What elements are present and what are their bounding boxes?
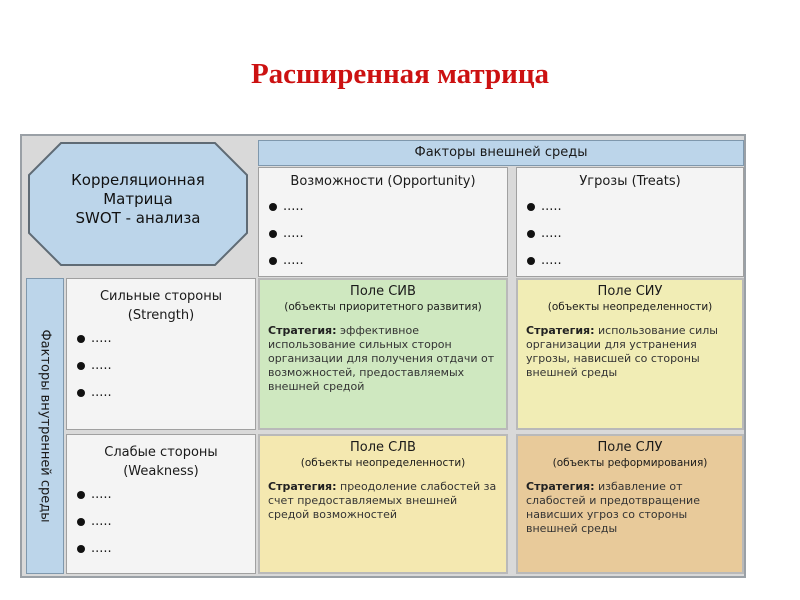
- corner-line-3: SWOT - анализа: [75, 209, 201, 227]
- list-item: .....: [77, 539, 255, 566]
- strength-cell: [66, 278, 256, 430]
- field-siu-subtitle: (объекты неопределенности): [547, 301, 713, 313]
- internal-factors-header: [26, 278, 64, 574]
- corner-line-1: Корреляционная: [71, 171, 205, 189]
- field-slu-strategy: Стратегия: избавление от слабостей и предотвращение нависших угроз со стороны внешней среды: [526, 480, 700, 535]
- bullet-icon: [269, 230, 277, 238]
- bullet-icon: [269, 257, 277, 265]
- bullet-icon: [527, 203, 535, 211]
- field-siu-strategy: Стратегия: использование силы организации для устранения угрозы, нависшей со стороны внешней среды: [526, 324, 718, 379]
- weakness-title: Слабые стороны (Weakness): [104, 445, 218, 479]
- field-slu: [516, 434, 744, 574]
- strength-list: [77, 329, 255, 410]
- page-title: Расширенная матрица: [250, 58, 550, 90]
- bullet-icon: [77, 389, 85, 397]
- bullet-icon: [527, 257, 535, 265]
- internal-factors-label: Факторы внутренней среды: [37, 329, 53, 523]
- list-item: .....: [527, 251, 743, 278]
- bullet-icon: [77, 335, 85, 343]
- field-slv-subtitle: (объекты неопределенности): [300, 457, 466, 469]
- list-item: .....: [269, 251, 507, 278]
- field-siv: [258, 278, 508, 430]
- field-slv-title: Поле СЛВ: [350, 440, 416, 455]
- field-siv-title: Поле СИВ: [350, 284, 416, 299]
- bullet-icon: [269, 203, 277, 211]
- field-siv-strategy: Стратегия: эффективное использование сильных сторон организации для получения отдачи от возможностей, предоставляемых внешней средой: [268, 324, 495, 393]
- list-item: .....: [77, 512, 255, 539]
- field-slv-strategy: Стратегия: преодоление слабостей за счет предоставляемых внешней средой возможностей: [268, 480, 497, 521]
- list-item: .....: [527, 224, 743, 251]
- bullet-icon: [77, 362, 85, 370]
- field-siu: [516, 278, 744, 430]
- opportunity-cell: [258, 167, 508, 277]
- external-factors-header: Факторы внешней среды: [258, 140, 744, 166]
- field-slu-title: Поле СЛУ: [597, 440, 663, 455]
- strength-title: Сильные стороны (Strength): [99, 289, 223, 323]
- bullet-icon: [77, 491, 85, 499]
- weakness-cell: [66, 434, 256, 574]
- list-item: .....: [527, 197, 743, 224]
- list-item: .....: [77, 329, 255, 356]
- bullet-icon: [527, 230, 535, 238]
- list-item: .....: [77, 356, 255, 383]
- list-item: .....: [77, 485, 255, 512]
- threats-title: Угрозы (Treats): [579, 174, 681, 189]
- weakness-list: [77, 485, 255, 566]
- swot-matrix: [20, 134, 746, 578]
- corner-line-2: Матрица: [103, 190, 173, 208]
- field-siu-title: Поле СИУ: [597, 284, 663, 299]
- list-item: .....: [269, 224, 507, 251]
- field-slv: [258, 434, 508, 574]
- field-slu-subtitle: (объекты реформирования): [552, 457, 708, 469]
- bullet-icon: [77, 545, 85, 553]
- corner-cell: [27, 141, 249, 267]
- threats-list: [527, 197, 743, 278]
- field-siv-subtitle: (объекты приоритетного развития): [284, 301, 482, 313]
- list-item: .....: [77, 383, 255, 410]
- corner-label: [27, 171, 249, 228]
- threats-cell: [516, 167, 744, 277]
- opportunity-title: Возможности (Opportunity): [290, 174, 476, 189]
- list-item: .....: [269, 197, 507, 224]
- bullet-icon: [77, 518, 85, 526]
- opportunity-list: [269, 197, 507, 278]
